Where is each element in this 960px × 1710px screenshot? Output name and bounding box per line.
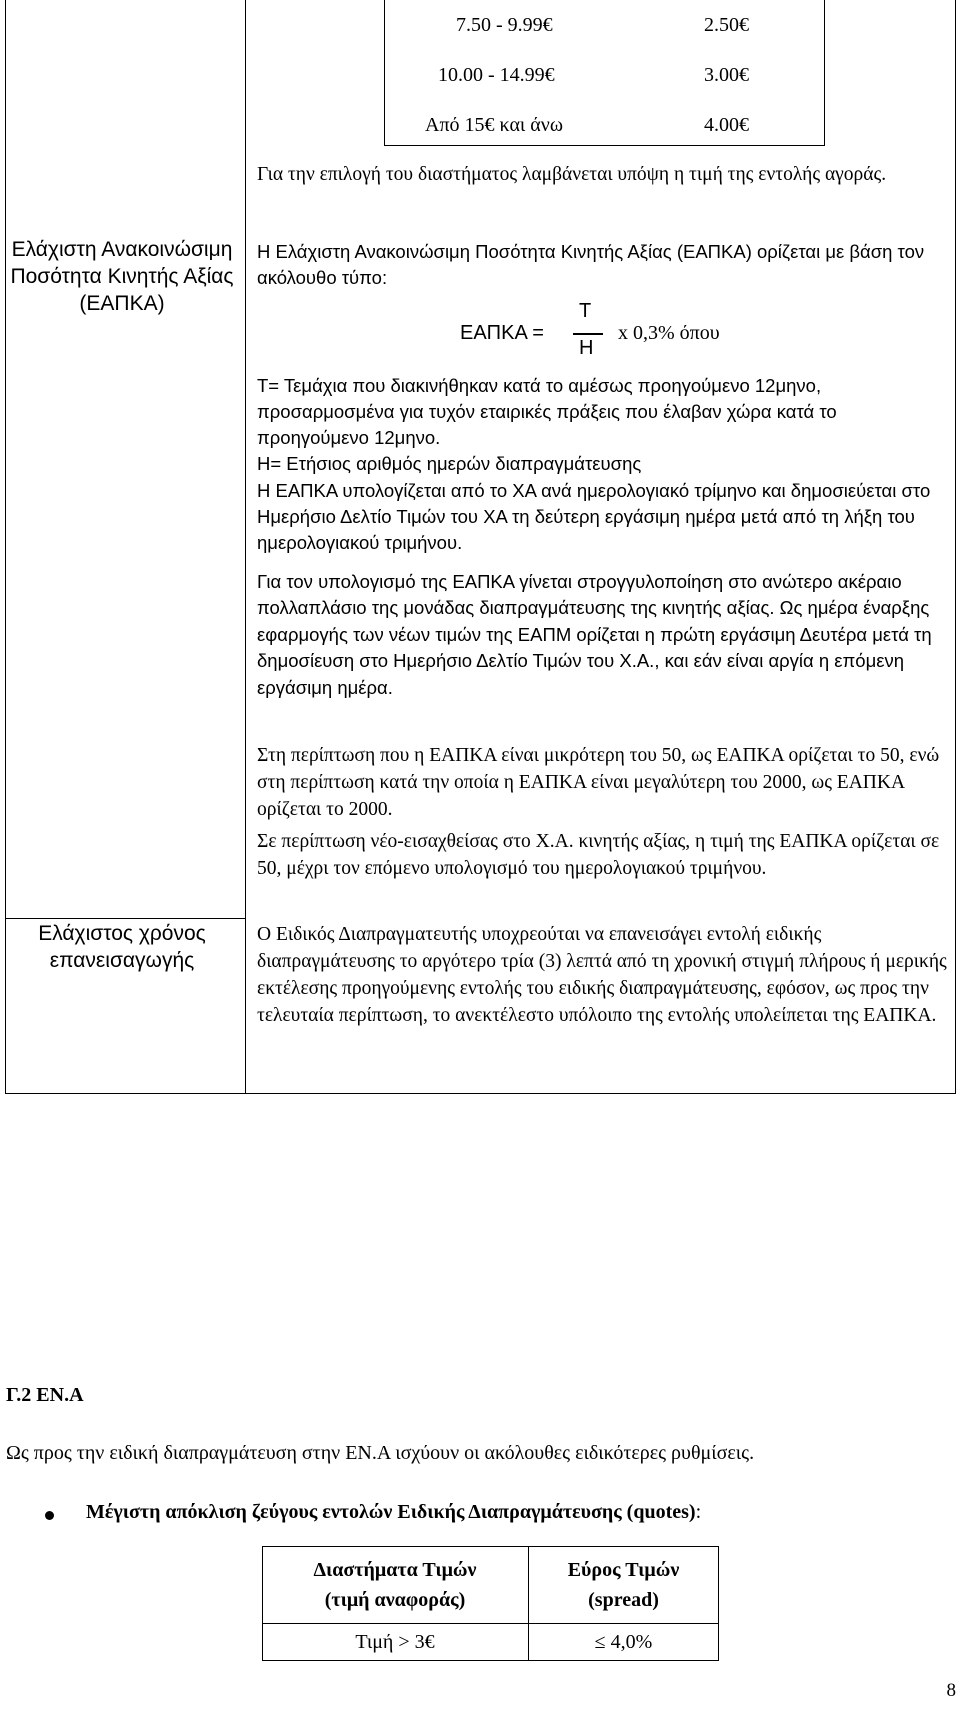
label-eapka: Ελάχιστη Ανακοινώσιμη Ποσότητα Κινητής Αξίας (ΕΑΠΚΑ): [10, 238, 234, 315]
new-listing-paragraph: Σε περίπτωση νέο-εισαχθείσας στο Χ.Α. κινητής αξίας, η τιμή της ΕΑΠΚΑ ορίζεται σε 50, μέχρι τον επόμενο υπολογισμό του ημερολογιακού τριμήνου.: [257, 831, 940, 879]
price-range-2: 10.00 - 14.99€: [438, 64, 555, 86]
price-range-1: 7.50 - 9.99€: [456, 14, 553, 36]
eapka-formula: [460, 300, 860, 370]
reentry-paragraph: Ο Ειδικός Διαπραγματευτής υποχρεούται να επανεισάγει εντολή ειδικής διαπραγμάτευσης το αργότερο τρία (3) λεπτά από τη χρονική στιγμή πλήρους ή μερικής εκτέλεσης προηγούμενης εντολής του ειδικής διαπραγμάτευσης, εφόσον, ως προς την τελευταία περίπτωση, το ανεκτέλεστο υπόλοιπο της εντολής υπολείπεται της ΕΑΠΚΑ.: [257, 924, 947, 1026]
bounds-paragraph: Στη περίπτωση που η ΕΑΠΚΑ είναι μικρότερη του 50, ως ΕΑΠΚΑ ορίζεται το 50, ενώ στη περίπτωση κατά την οποία η ΕΑΠΚΑ είναι μεγαλύτερη του 2000, ως ΕΑΠΚΑ ορίζεται το 2000.: [257, 745, 940, 820]
bullet-icon: [45, 1511, 54, 1520]
cell-spread: ≤ 4,0%: [594, 1631, 653, 1653]
section-intro: Ως προς την ειδική διαπραγμάτευση στην ΕΝ.Α ισχύουν οι ακόλουθες ειδικότερες ρυθμίσεις.: [6, 1442, 755, 1464]
formula-numerator: Τ: [579, 300, 592, 322]
header-price-ranges-line2: (τιμή αναφοράς): [324, 1589, 466, 1611]
header-spread-line2: (spread): [588, 1589, 659, 1611]
header-spread: [528, 1555, 719, 1615]
formula-denominator: Η: [579, 337, 594, 359]
price-tick-2: 3.00€: [704, 64, 749, 86]
spread-border-bottom: [262, 1660, 719, 1661]
header-price-ranges-line1: Διαστήματα Τιμών: [313, 1559, 477, 1581]
bullet-bold: Μέγιστη απόκλιση ζεύγους εντολών Ειδικής Διαπραγμάτευσης (quotes): [86, 1501, 696, 1523]
price-box-left: [384, 0, 385, 145]
table-border-right: [955, 0, 956, 1093]
price-box-right: [824, 0, 825, 145]
page-number: 8: [946, 1680, 956, 1701]
tick-note: Για την επιλογή του διαστήματος λαμβάνεται υπόψη η τιμή της εντολής αγοράς.: [257, 164, 887, 185]
bullet-colon: :: [695, 1501, 702, 1523]
fraction-bar: [573, 333, 603, 335]
rounding-paragraph: Για τον υπολογισμό της ΕΑΠΚΑ γίνεται στρογγυλοποίηση στο ανώτερο ακέραιο πολλαπλάσιο της μονάδας διαπραγμάτευσης της κινητής αξίας. Ως ημέρα έναρξης εφαρμογής των νέων τιμών της ΕΑΠΜ ορίζεται η πρώτη εργάσιμη Δευτέρα μετά τη δημοσίευση στο Ημερήσιο Δελτίο Τιμών του Χ.Α., και εάν είναι αργία η επόμενη εργάσιμη ημέρα.: [257, 571, 932, 698]
label-reentry: Ελάχιστος χρόνος επανεισαγωγής: [38, 922, 206, 972]
t-definition: Τ= Τεμάχια που διακινήθηκαν κατά το αμέσως προηγούμενο 12μηνο, προσαρμοσμένα για τυχόν εταιρικές πράξεις που έλαβαν χώρα κατά το προηγούμενο 12μηνο.: [257, 375, 837, 449]
spread-border-top: [262, 1546, 719, 1547]
price-tick-3: 4.00€: [704, 114, 749, 136]
table-border-bottom: [5, 1093, 956, 1094]
section-heading: Γ.2 ΕΝ.Α: [6, 1384, 84, 1406]
spread-row-divider: [262, 1623, 719, 1624]
price-tick-1: 2.50€: [704, 14, 749, 36]
table-border-mid: [245, 0, 246, 1093]
calc-paragraph: Η ΕΑΠΚΑ υπολογίζεται από το ΧΑ ανά ημερολογιακό τρίμηνο και δημοσιεύεται στο Ημερήσιο Δελτίο Τιμών του ΧΑ τη δεύτερη εργάσιμη ημέρα μετά από τη λήξη του ημερολογιακού τριμήνου.: [257, 480, 931, 554]
price-box-bottom: [384, 145, 825, 146]
formula-lhs: ΕΑΠΚΑ =: [460, 322, 544, 344]
eapka-intro: Η Ελάχιστη Ανακοινώσιμη Ποσότητα Κινητής Αξίας (ΕΑΠΚΑ) ορίζεται με βάση τον ακόλουθο τύπο:: [257, 241, 925, 289]
spread-table: [262, 1546, 719, 1661]
price-range-3: Από 15€ και άνω: [425, 114, 563, 136]
header-price-ranges: [262, 1555, 528, 1615]
bullet-text: [86, 1501, 701, 1524]
header-spread-line1: Εύρος Τιμών: [567, 1559, 680, 1581]
cell-price: Τιμή > 3€: [355, 1631, 435, 1653]
h-definition: Η= Ετήσιος αριθμός ημερών διαπραγμάτευσης: [257, 453, 642, 474]
formula-rhs: x 0,3% όπου: [618, 322, 720, 344]
